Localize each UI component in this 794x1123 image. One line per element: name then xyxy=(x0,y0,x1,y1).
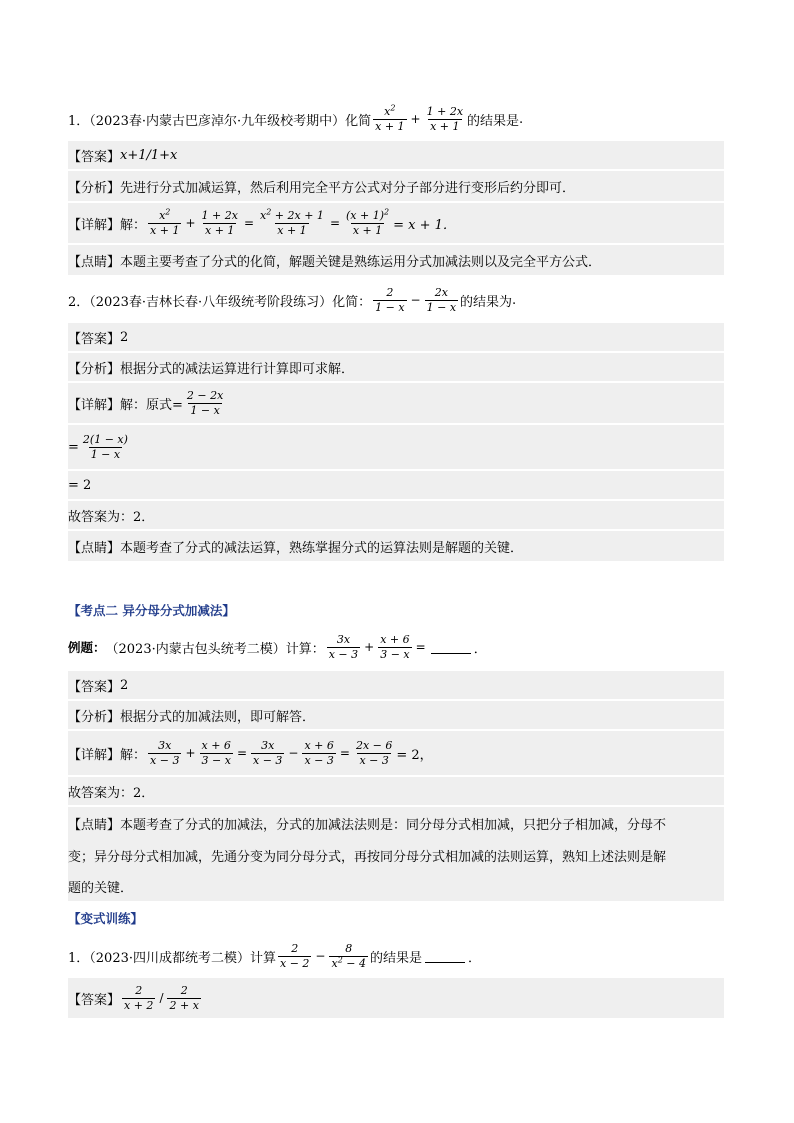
q3-answer: 【答案】 $\frac{2}{x + 2}$ / $\frac{2}{2 + x}$ xyxy=(68,978,724,1018)
q2-detail: 【详解】 解：原式= $\frac{2 - 2x}{1 - x}$ xyxy=(68,383,724,423)
example-stem: 例题： （2023·内蒙古包头统考二模）计算： $\frac{3x}{x - 3}$ + $\frac{x + 6}{3 - x}$ = ． xyxy=(68,632,487,661)
q3-stem: 1．（2023·四川成都统考二模）计算 $\frac{2}{x - 2}$ − $\frac{8}{x^2 - 4}$ 的结果是 ． xyxy=(68,941,482,970)
q2-step2: = $\frac{2(1 - x)}{1 - x}$ xyxy=(68,425,724,469)
q1-stem: 1．（2023春·内蒙古巴彦淖尔·九年级校考期中）化简 $\frac{x^2}{x + 1}$ + $\frac{1 + 2x}{x + 1}$ 的结果是 . xyxy=(68,102,524,133)
example-comment-1: 【点睛】 本题考查了分式的加减法，分式的加减法法则是：同分母分式相加减，只把分子相加减，分母不 xyxy=(68,807,724,839)
section-heading: 【变式训练】 xyxy=(68,911,144,926)
q2-step3: = 2 xyxy=(68,471,724,499)
q1-answer: 【答案】 x+1/1+x xyxy=(68,141,724,169)
q2-analysis: 【分析】 根据分式的减法运算进行计算即可求解． xyxy=(68,353,724,381)
answer-blank xyxy=(425,950,465,963)
example-analysis: 【分析】 根据分式的加减法则，即可解答． xyxy=(68,701,724,729)
q2-comment: 【点睛】 本题考查了分式的减法运算，熟练掌握分式的运算法则是解题的关键． xyxy=(68,531,724,561)
example-comment-3: 题的关键． xyxy=(68,871,724,901)
answer-blank xyxy=(431,641,471,654)
example-therefore: 故答案为：2． xyxy=(68,777,724,805)
q1-comment: 【点睛】 本题主要考查了分式的化简，解题关键是熟练运用分式加减法则以及完全平方公式． xyxy=(68,245,724,275)
example-answer: 【答案】 2 xyxy=(68,671,724,699)
q2-therefore: 故答案为：2． xyxy=(68,501,724,529)
fraction: $\frac{1 + 2x}{x + 1}$ xyxy=(426,104,464,133)
section-heading: 【考点二 异分母分式加减法】 xyxy=(68,603,235,618)
example-detail: 【详解】 解： $\frac{3x}{x - 3}$ + $\frac{x + 6}{3 - x}$ = $\frac{3x}{x - 3}$ − $\frac{x + 6}{x - 3}$ = $\frac{2x - 6}{x - 3}$ = 2， xyxy=(68,731,724,775)
example-comment-2: 变；异分母分式相加减，先通分变为同分母分式，再按同分母分式相加减的法则运算，熟知上述法则是解 xyxy=(68,839,724,871)
q2-stem: 2．（2023春·吉林长春·八年级统考阶段练习）化简： $\frac{2}{1 - x}$ − $\frac{2x}{1 - x}$ 的结果为 . xyxy=(68,285,517,314)
q1-detail: 【详解】 解： $\frac{x^2}{x + 1}$ + $\frac{1 + 2x}{x + 1}$ = $\frac{x^2 + 2x + 1}{x + 1}$ = $\frac{(x + 1)^2}{x + 1}$ = x + 1． xyxy=(68,203,724,243)
fraction: $\frac{x^2}{x + 1}$ xyxy=(375,102,405,133)
q1-analysis: 【分析】 先进行分式加减运算，然后利用完全平方公式对分子部分进行变形后约分即可． xyxy=(68,171,724,201)
q2-answer: 【答案】 2 xyxy=(68,323,724,351)
